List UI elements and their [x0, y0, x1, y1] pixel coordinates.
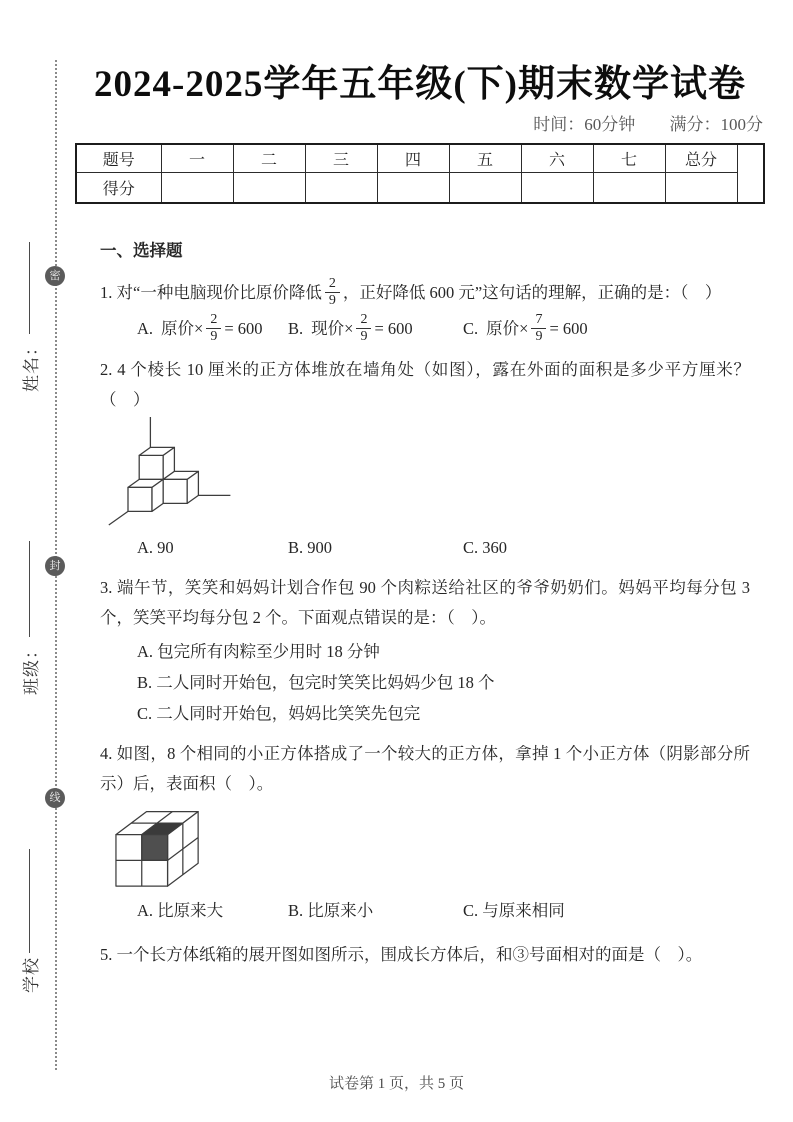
school-blank-line [29, 849, 30, 953]
score-table-cell: 六 [521, 144, 593, 173]
score-table-cell: 题号 [76, 144, 161, 173]
question-4-options [100, 896, 750, 926]
student-name-label: 姓名： [21, 338, 41, 392]
section-title: 一、选择题 [100, 241, 183, 260]
option-b: B. 比原来小 [288, 900, 374, 920]
score-row-label: 得分 [76, 173, 161, 204]
option-a: A. 原价× $\frac{2}{9}$ = 600 [137, 312, 263, 345]
score-cell-empty [233, 173, 305, 204]
score-cell-empty [377, 173, 449, 204]
school-label: 学校 [21, 957, 41, 993]
option-b: B. 现价× $\frac{2}{9}$ = 600 [288, 312, 413, 345]
score-cell-empty [521, 173, 593, 204]
option-b: B. 二人同时开始包，包完时笑笑比妈妈少包 18 个 [137, 672, 495, 692]
option-b: B. 900 [288, 537, 333, 557]
full-score-label: 满分： [669, 115, 721, 134]
time-value: 60分钟 [584, 115, 636, 134]
question-5: 5. 一个长方体纸箱的展开图如图所示，围成长方体后，和③号面相对的面是（ ）。 [100, 944, 703, 964]
class-blank-line [29, 541, 30, 637]
question-3-options [100, 637, 750, 729]
exam-meta [75, 110, 763, 135]
score-table-score-row [76, 173, 764, 204]
fraction: $\frac{2}{9}$ [206, 312, 221, 344]
question-area [100, 236, 750, 970]
class-field [18, 541, 40, 695]
fraction: $\frac{2}{9}$ [356, 312, 371, 344]
seal-char-mi: 密 [45, 266, 65, 286]
full-score-value: 100分 [720, 115, 763, 134]
option-c: C. 360 [463, 537, 508, 557]
score-cell-empty [161, 173, 233, 204]
score-table-cell: 三 [305, 144, 377, 173]
fraction: $\frac{2}{9}$ [325, 276, 340, 308]
seal-char-xian: 线 [45, 788, 65, 808]
score-table-cell: 五 [449, 144, 521, 173]
score-cell-empty [593, 173, 665, 204]
score-cell-empty [665, 173, 737, 204]
question-1-options [100, 314, 750, 346]
option-a: A. 比原来大 [137, 900, 224, 920]
score-cell-empty [305, 173, 377, 204]
score-table-cell: 一 [161, 144, 233, 173]
score-table [75, 143, 765, 204]
seal-char-feng: 封 [45, 556, 65, 576]
score-table-cell: 二 [233, 144, 305, 173]
question-1 [100, 278, 750, 310]
page-footer: 试卷第 1 页，共 5 页 [328, 1076, 464, 1092]
score-table-cell: 七 [593, 144, 665, 173]
question-2: 2. 4 个棱长 10 厘米的正方体堆放在墙角处（如图），露在外面的面积是多少平方厘米？（ ） [100, 359, 750, 409]
question-4: 4. 如图，8 个相同的小正方体搭成了一个较大的正方体，拿掉 1 个小正方体（阴影部分所示）后，表面积（ ）。 [100, 743, 750, 793]
option-c: C. 二人同时开始包，妈妈比笑笑先包完 [137, 703, 421, 723]
option-c: C. 与原来相同 [463, 900, 565, 920]
question-1-text: 1. 对“一种电脑现价比原价降低 [100, 283, 322, 302]
score-table-header-row [76, 144, 764, 173]
option-a: A. 90 [137, 537, 174, 557]
fraction: $\frac{7}{9}$ [531, 312, 546, 344]
student-name-field [18, 242, 40, 392]
question-1-text: ，正好降低 600 元”这句话的理解，正确的是：（ ） [342, 283, 722, 302]
option-c: C. 原价× $\frac{7}{9}$ = 600 [463, 312, 588, 345]
shaded-cube-figure [110, 804, 206, 890]
class-label: 班级： [21, 641, 41, 695]
score-cell-empty [449, 173, 521, 204]
question-2-options [100, 533, 750, 563]
student-name-blank-line [29, 242, 30, 334]
page-title: 2024-2025学年五年级(下)期末数学试卷 [94, 64, 746, 105]
score-table-cell: 总分 [665, 144, 737, 173]
corner-cubes-figure [112, 417, 232, 529]
score-table-cell: 四 [377, 144, 449, 173]
school-field [18, 849, 40, 993]
option-a: A. 包完所有肉粽至少用时 18 分钟 [137, 641, 380, 661]
question-3: 3. 端午节，笑笑和妈妈计划合作包 90 个肉粽送给社区的爷爷奶奶们。妈妈平均每分包 3 个，笑笑平均每分包 2 个。下面观点错误的是：（ ）。 [100, 577, 750, 627]
time-label: 时间： [533, 115, 585, 134]
